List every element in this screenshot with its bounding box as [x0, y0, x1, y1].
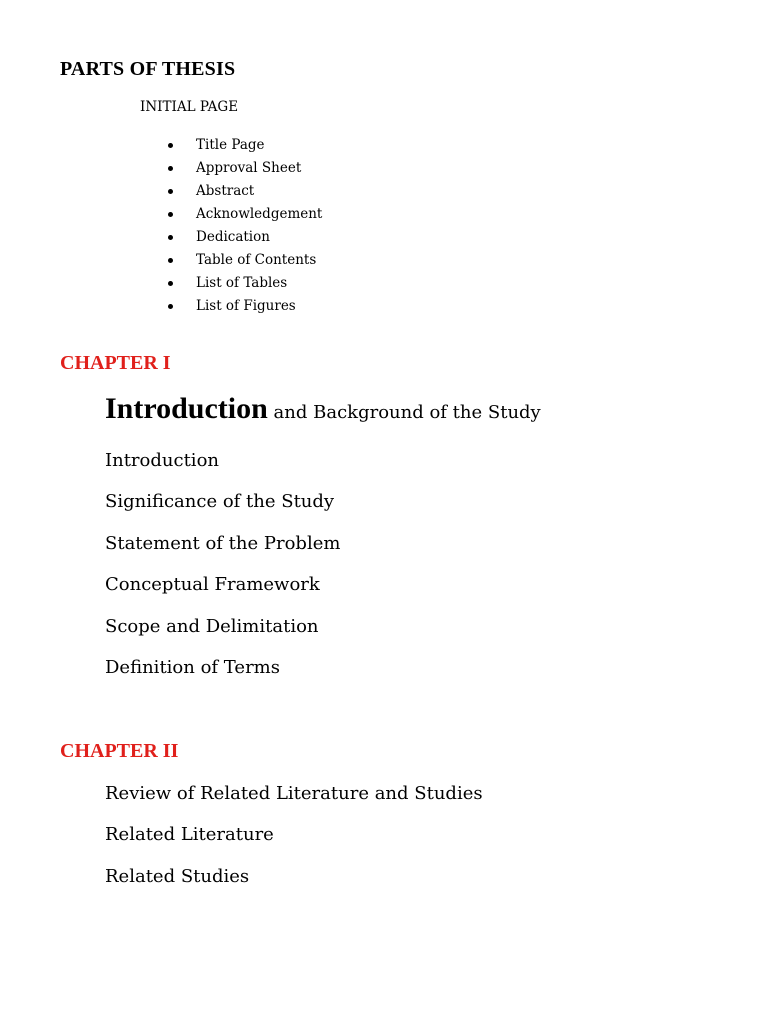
bullet-icon — [168, 166, 173, 171]
chapter-2-topic: Review of Related Literature and Studies — [105, 783, 483, 804]
chapter-1-heading-rest: and Background of the Study — [267, 402, 541, 423]
bullet-icon — [168, 235, 173, 240]
list-item — [163, 204, 322, 227]
bullet-icon — [168, 212, 173, 217]
chapter-1-topic: Conceptual Framework — [105, 574, 320, 595]
list-item-text: Acknowledgement — [196, 206, 323, 222]
list-item — [163, 181, 322, 204]
bullet-icon — [168, 281, 173, 286]
chapter-1-topic: Statement of the Problem — [105, 533, 341, 554]
chapter-2-topic: Related Studies — [105, 866, 250, 887]
list-item-text: Approval Sheet — [196, 160, 302, 176]
list-item-text: Table of Contents — [196, 252, 317, 268]
list-item-text: List of Figures — [196, 298, 296, 314]
list-item-text: Title Page — [196, 137, 265, 153]
bullet-icon — [168, 258, 173, 263]
chapter-1-label: CHAPTER I — [60, 352, 171, 374]
chapter-1-heading — [105, 392, 541, 426]
chapter-1-topic: Significance of the Study — [105, 491, 335, 512]
chapter-1-topic: Introduction — [105, 450, 219, 471]
list-item — [163, 273, 322, 296]
list-item — [163, 135, 322, 158]
list-item-text: Abstract — [196, 183, 255, 199]
list-item — [163, 158, 322, 181]
chapter-2-topic: Related Literature — [105, 824, 274, 845]
list-item-text: Dedication — [196, 229, 270, 245]
list-item — [163, 296, 322, 319]
chapter-2-label: CHAPTER II — [60, 740, 179, 762]
list-item-text: List of Tables — [196, 275, 288, 291]
chapter-1-heading-large: Introduction — [105, 392, 268, 425]
chapter-1-topic: Scope and Delimitation — [105, 616, 319, 637]
list-item — [163, 227, 322, 250]
initial-page-list — [163, 135, 322, 319]
bullet-icon — [168, 143, 173, 148]
bullet-icon — [168, 304, 173, 309]
document-title: PARTS OF THESIS — [60, 58, 236, 80]
bullet-icon — [168, 189, 173, 194]
initial-page-label: INITIAL PAGE — [140, 99, 239, 115]
list-item — [163, 250, 322, 273]
chapter-1-topic: Definition of Terms — [105, 657, 280, 678]
